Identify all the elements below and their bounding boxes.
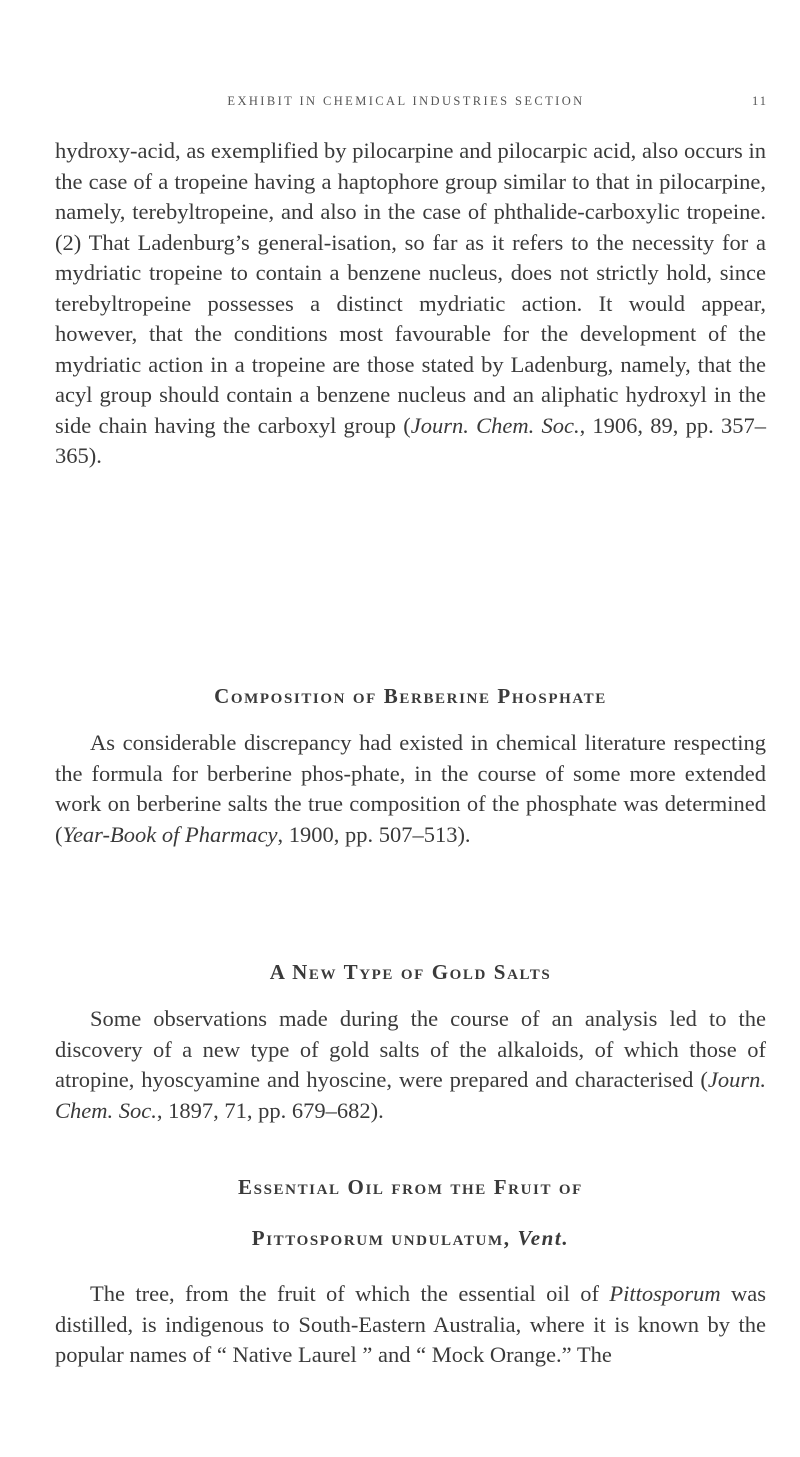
berberine-paragraph — [55, 728, 766, 850]
running-head: EXHIBIT IN CHEMICAL INDUSTRIES SECTION — [227, 94, 585, 108]
essential-oil-heading-species: Pittosporum undulatum, — [251, 1226, 518, 1250]
essential-oil-heading-line-1: Essential Oil from the Fruit of — [238, 1175, 583, 1199]
gold-salts-paragraph-block — [55, 1004, 766, 1126]
essential-oil-heading-authority: Vent. — [517, 1226, 570, 1250]
essential-oil-text-2: was distilled, is indigenous to South-Eastern Australia, where it is known by the popular names of “ Native Laurel ” and “ Mock Orange.” The — [55, 1281, 766, 1367]
intro-text-2: , 1906, 89, pp. 357–365). — [55, 412, 766, 468]
gold-salts-citation: Journ. Chem. Soc. — [55, 1067, 766, 1123]
intro-paragraph — [55, 136, 766, 472]
berberine-paragraph-block — [55, 728, 766, 850]
berberine-text-2: , 1900, pp. 507–513). — [277, 821, 471, 847]
gold-salts-text-2: , 1897, 71, pp. 679–682). — [156, 1097, 384, 1123]
intro-citation: Journ. Chem. Soc. — [410, 412, 580, 438]
berberine-text-1: As considerable discrepancy had existed in chemical literature respecting the formula for berberine phos-phate, in the course of some more extended work on berberine salts the true composition of the phosphate was determined ( — [55, 730, 766, 847]
page-number: 11 — [752, 94, 769, 108]
essential-oil-species: Pittosporum — [609, 1281, 721, 1306]
gold-salts-heading: A New Type of Gold Salts — [269, 960, 552, 984]
intro-paragraph-block — [55, 136, 766, 472]
essential-oil-heading-line-2 — [55, 1226, 766, 1251]
essential-oil-paragraph-block — [55, 1279, 766, 1371]
berberine-citation: Year-Book of Pharmacy — [62, 821, 278, 847]
gold-salts-paragraph — [55, 1004, 766, 1126]
berberine-heading: Composition of Berberine Phosphate — [214, 684, 607, 708]
gold-salts-text-1: Some observations made during the course of an analysis led to the discovery of a new type of gold salts of the alkaloids, of which those of atropine, hyoscyamine and hyoscine, were prepared and characterised ( — [55, 1006, 766, 1092]
essential-oil-paragraph — [55, 1279, 766, 1371]
essential-oil-text-1: The tree, from the fruit of which the essential oil of — [90, 1281, 610, 1306]
intro-text-1: hydroxy-acid, as exemplified by pilocarpine and pilocarpic acid, also occurs in the case of a tropeine having a haptophore group similar to that in pilocarpine, namely, terebyltropeine, and also in the case of phthalide-carboxylic tropeine. (2) That Ladenburg’s general-isation, so far as it refers to the necessity for a mydriatic tropeine to contain a benzene nucleus, does not strictly hold, since terebyltropeine possesses a distinct mydriatic action. It would appear, however, that the conditions most favourable for the development of the mydriatic action in a tropeine are those stated by Ladenburg, namely, that the acyl group should contain a benzene nucleus and an aliphatic hydroxyl in the side chain having the carboxyl group ( — [55, 138, 766, 438]
